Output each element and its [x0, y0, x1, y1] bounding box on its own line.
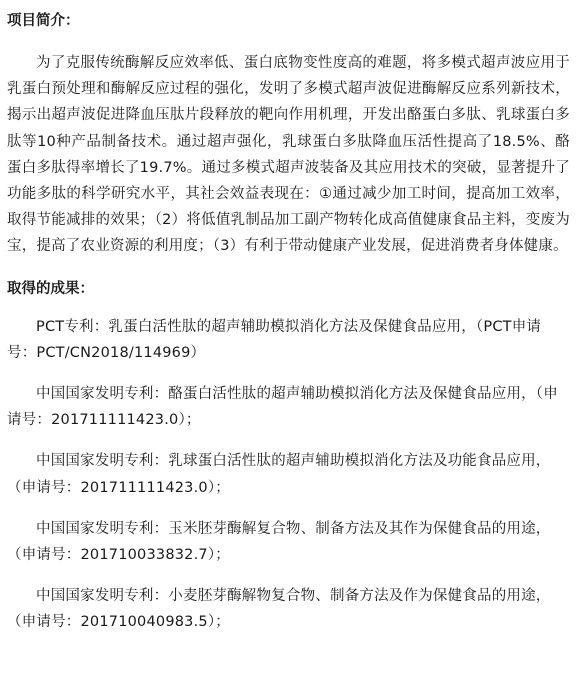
results-list — [7, 314, 570, 636]
result-item-pct-patent: PCT专利：乳蛋白活性肽的超声辅助模拟消化方法及保健食品应用，（PCT申请号：PCT/CN2018/114969） — [7, 318, 542, 361]
result-item-wheat-germ-patent: 中国国家发明专利：小麦胚芽酶解物复合物、制备方法及作为保健食品的用途，（申请号：201710040983.5）； — [7, 588, 551, 631]
result-item-lactoglobulin-patent: 中国国家发明专利：乳球蛋白活性肽的超声辅助模拟消化方法及功能食品应用，（申请号：201711111423.0）； — [7, 453, 551, 496]
project-intro-text: 为了克服传统酶解反应效率低、蛋白底物变性度高的难题，将多模式超声波应用于乳蛋白预处理和酶解反应过程的强化，发明了多模式超声波促进酶解反应系列新技术，揭示出超声波促进降血压肽片段释放的靶向作用机理，开发出酪蛋白多肽、乳球蛋白多肽等10种产品制备技术。通过超声强化，乳球蛋白多肽降血压活性提高了18.5%、酪蛋白多肽得率增长了19.7%。通过多模式超声波装备及其应用技术的突破，显著提升了功能多肽的科学研究水平，其社会效益表现在：①通过减少加工时间，提高加工效率，取得节能减排的效果；（2）将低值乳制品加工副产物转化成高值健康食品主料，变废为宝，提高了农业资源的利用度；（3）有利于带动健康产业发展，促进消费者身体健康。 — [7, 55, 570, 255]
result-item-casein-patent: 中国国家发明专利：酪蛋白活性肽的超声辅助模拟消化方法及保健食品应用，（申请号：201711111423.0）； — [7, 386, 558, 429]
results-heading: 取得的成果： — [7, 280, 94, 297]
document-page — [0, 8, 576, 678]
project-intro-heading: 项目简介： — [7, 13, 80, 29]
result-item-corn-germ-patent: 中国国家发明专利：玉米胚芽酶解复合物、制备方法及其作为保健食品的用途，（申请号：201710033832.7）； — [7, 520, 551, 564]
